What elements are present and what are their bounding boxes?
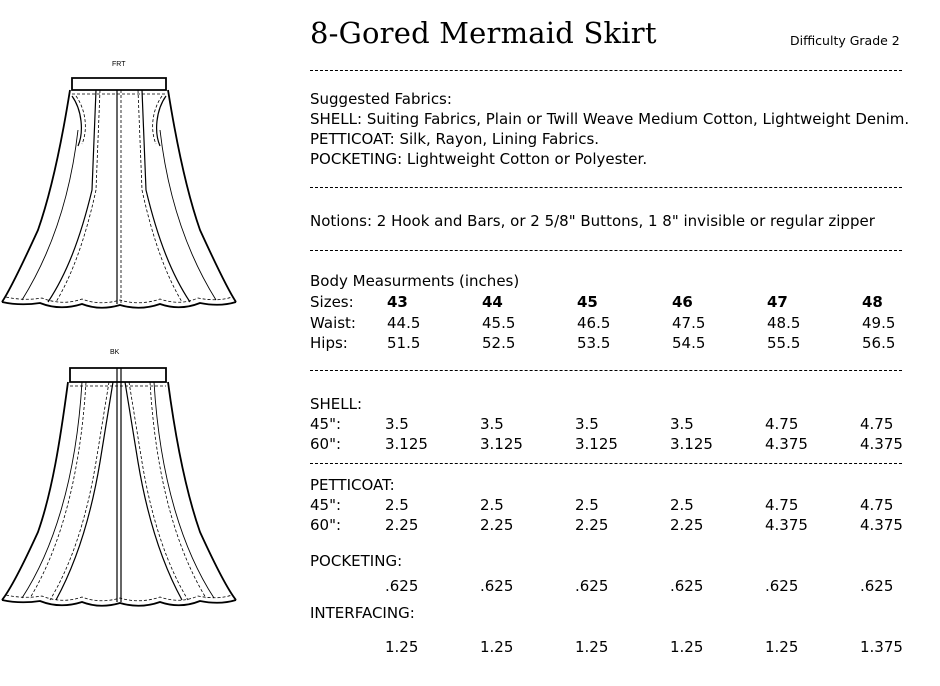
- yardage-value: 3.5: [575, 415, 599, 433]
- shell-60-row: [0, 435, 940, 455]
- yardage-value: 2.5: [480, 496, 504, 514]
- yardage-value: 2.5: [670, 496, 694, 514]
- yardage-value: 2.25: [385, 516, 419, 534]
- difficulty-grade: Difficulty Grade 2: [790, 33, 900, 48]
- yardage-value: 3.125: [670, 435, 713, 453]
- size-value: 45: [577, 293, 598, 311]
- size-value: 46: [672, 293, 693, 311]
- yardage-value: .625: [765, 577, 799, 595]
- pocketing-heading: POCKETING:: [310, 552, 403, 570]
- divider: [310, 187, 902, 188]
- hips-value: 52.5: [482, 334, 516, 352]
- front-view-label: FRT: [112, 61, 126, 68]
- fabric-petticoat: PETTICOAT: Silk, Rayon, Lining Fabrics.: [310, 130, 600, 148]
- petticoat-45-row: [0, 496, 940, 516]
- sizes-row: [0, 293, 940, 313]
- divider: [310, 250, 902, 251]
- divider: [310, 463, 902, 464]
- yardage-value: 1.25: [575, 638, 609, 656]
- waist-value: 49.5: [862, 314, 896, 332]
- row-label: 60":: [310, 516, 342, 534]
- yardage-value: 4.75: [860, 415, 894, 433]
- hips-value: 55.5: [767, 334, 801, 352]
- size-value: 44: [482, 293, 503, 311]
- yardage-value: 1.375: [860, 638, 903, 656]
- row-label: Sizes:: [310, 293, 354, 311]
- yardage-value: 4.75: [860, 496, 894, 514]
- hips-value: 54.5: [672, 334, 706, 352]
- fabrics-heading: Suggested Fabrics:: [310, 90, 452, 108]
- waist-row: [0, 314, 940, 334]
- yardage-value: 3.125: [385, 435, 428, 453]
- hips-value: 53.5: [577, 334, 611, 352]
- yardage-value: 4.375: [860, 516, 903, 534]
- yardage-value: 3.5: [385, 415, 409, 433]
- yardage-value: 1.25: [385, 638, 419, 656]
- waist-value: 48.5: [767, 314, 801, 332]
- yardage-value: 3.5: [480, 415, 504, 433]
- yardage-value: 1.25: [480, 638, 514, 656]
- yardage-value: 4.75: [765, 415, 799, 433]
- interfacing-row: [0, 638, 940, 658]
- fabric-shell: SHELL: Suiting Fabrics, Plain or Twill Weave Medium Cotton, Lightweight Denim.: [310, 110, 910, 128]
- body-measurements-heading: Body Measurments (inches): [310, 272, 520, 290]
- page-title: 8-Gored Mermaid Skirt: [310, 16, 657, 50]
- yardage-value: 2.25: [480, 516, 514, 534]
- row-label: 60":: [310, 435, 342, 453]
- yardage-value: 4.375: [765, 516, 808, 534]
- size-value: 48: [862, 293, 883, 311]
- waist-value: 46.5: [577, 314, 611, 332]
- yardage-value: 3.125: [575, 435, 618, 453]
- divider: [310, 70, 902, 71]
- petticoat-60-row: [0, 516, 940, 536]
- size-value: 47: [767, 293, 788, 311]
- yardage-value: 4.375: [860, 435, 903, 453]
- yardage-value: 4.75: [765, 496, 799, 514]
- petticoat-heading: PETTICOAT:: [310, 476, 395, 494]
- yardage-value: 3.125: [480, 435, 523, 453]
- interfacing-heading: INTERFACING:: [310, 604, 415, 622]
- yardage-value: 3.5: [670, 415, 694, 433]
- pocketing-row: [0, 577, 940, 597]
- yardage-value: .625: [860, 577, 894, 595]
- shell-45-row: [0, 415, 940, 435]
- row-label: Hips:: [310, 334, 348, 352]
- shell-heading: SHELL:: [310, 395, 363, 413]
- front-skirt-sketch: [0, 70, 240, 320]
- yardage-value: 4.375: [765, 435, 808, 453]
- row-label: 45":: [310, 415, 342, 433]
- yardage-value: .625: [480, 577, 514, 595]
- fabric-pocketing: POCKETING: Lightweight Cotton or Polyester.: [310, 150, 648, 168]
- yardage-value: .625: [670, 577, 704, 595]
- waist-value: 45.5: [482, 314, 516, 332]
- row-label: Waist:: [310, 314, 356, 332]
- hips-value: 56.5: [862, 334, 896, 352]
- yardage-value: 2.5: [385, 496, 409, 514]
- row-label: 45":: [310, 496, 342, 514]
- waist-value: 47.5: [672, 314, 706, 332]
- hips-value: 51.5: [387, 334, 421, 352]
- size-value: 43: [387, 293, 408, 311]
- hips-row: [0, 334, 940, 354]
- yardage-value: .625: [575, 577, 609, 595]
- yardage-value: 2.25: [670, 516, 704, 534]
- divider: [310, 370, 902, 371]
- yardage-value: 2.5: [575, 496, 599, 514]
- waist-value: 44.5: [387, 314, 421, 332]
- yardage-value: 2.25: [575, 516, 609, 534]
- yardage-value: 1.25: [765, 638, 799, 656]
- yardage-value: 1.25: [670, 638, 704, 656]
- yardage-value: .625: [385, 577, 419, 595]
- notions-text: Notions: 2 Hook and Bars, or 2 5/8" Buttons, 1 8" invisible or regular zipper: [310, 212, 875, 230]
- back-view-label: BK: [110, 349, 120, 356]
